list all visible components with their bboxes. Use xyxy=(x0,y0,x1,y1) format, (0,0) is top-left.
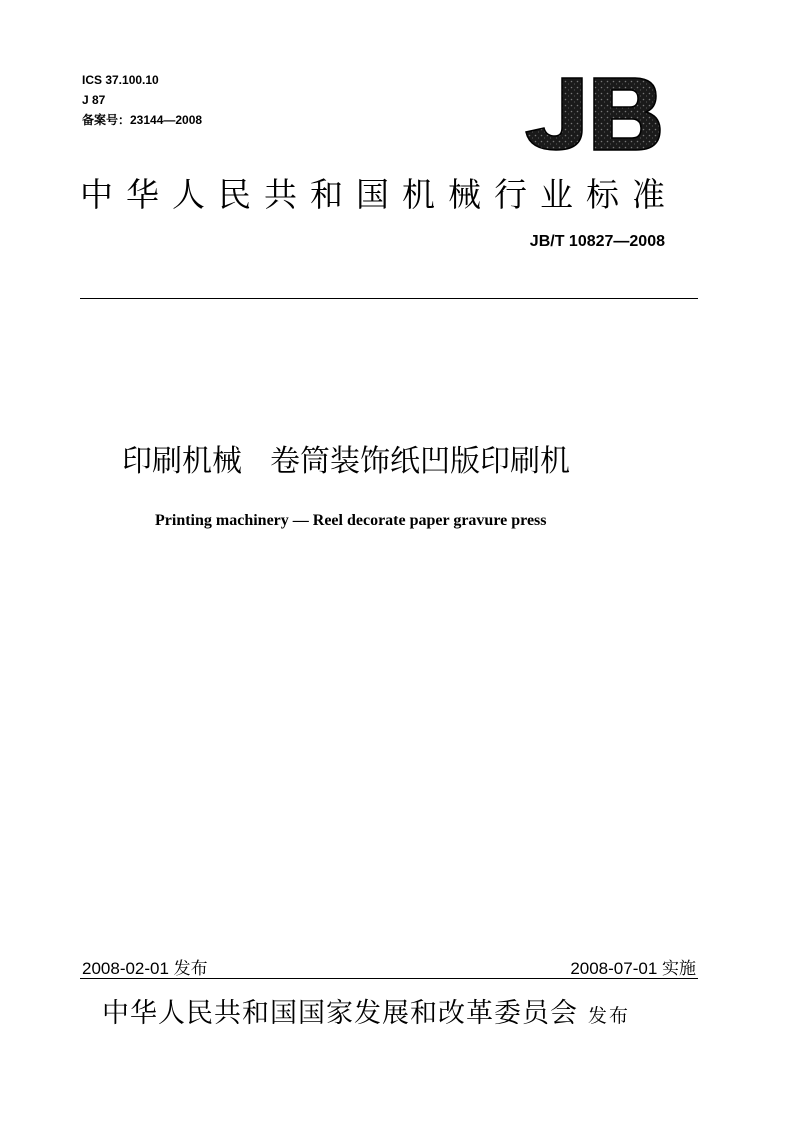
publisher xyxy=(102,993,630,1037)
classification-code: J 87 xyxy=(82,93,106,107)
title-part-product: 卷筒装饰纸凹版印刷机 xyxy=(270,444,570,479)
document-title-chinese xyxy=(122,440,570,484)
logo-letter-j xyxy=(526,78,582,150)
implementation-date: 2008-07-01 实施 xyxy=(570,959,696,978)
jb-logo xyxy=(522,74,662,154)
standard-number: JB/T 10827—2008 xyxy=(529,233,665,250)
record-number: 备案号：23144—2008 xyxy=(82,113,203,127)
standard-title: 中华人民共和国机械行业标准 xyxy=(80,175,678,214)
logo-letter-b xyxy=(594,78,660,150)
footer-divider xyxy=(80,978,698,979)
publisher-suffix: 发布 xyxy=(588,1005,631,1027)
issue-date: 2008-02-01 发布 xyxy=(82,959,208,978)
header-divider xyxy=(80,298,698,299)
document-meta xyxy=(82,70,202,130)
title-part-category: 印刷机械 xyxy=(122,444,242,479)
ics-code: ICS 37.100.10 xyxy=(82,73,159,87)
publisher-name: 中华人民共和国国家发展和改革委员会 xyxy=(102,998,578,1029)
document-title-english: Printing machinery — Reel decorate paper gravure press xyxy=(155,512,547,529)
